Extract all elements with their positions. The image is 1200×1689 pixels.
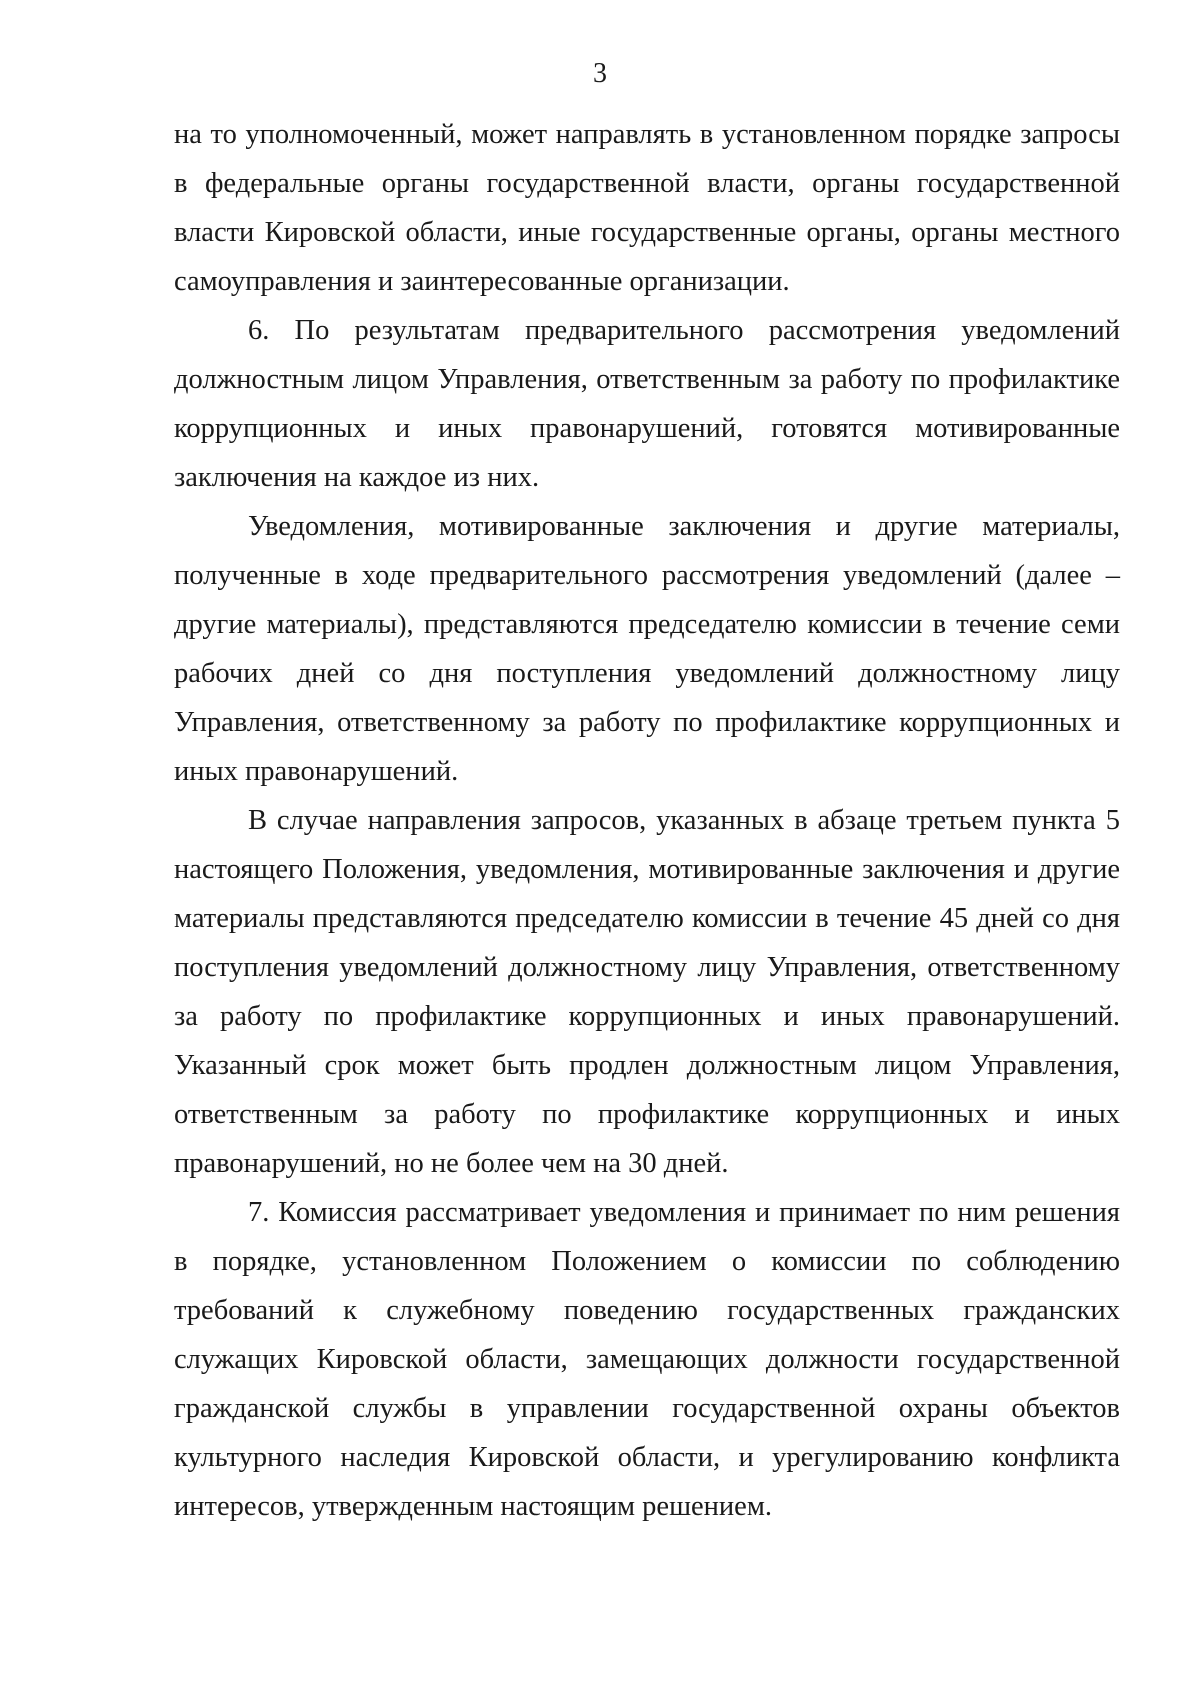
paragraph-notifications-materials: Уведомления, мотивированные заключения и другие материалы, полученные в ходе предварительного рассмотрения уведомлений (далее – другие материалы), представляются председателю комиссии в течение семи рабочих дней со дня поступления уведомлений должностному лицу Управления, ответственному за работу по профилактике коррупционных и иных правонарушений. [174, 511, 1120, 787]
paragraph-continuation: на то уполномоченный, может направлять в установленном порядке запросы в федеральные органы государственной власти, органы государственной власти Кировской области, иные государственные органы, органы местного самоуправления и заинтересованные организации. [174, 119, 1120, 297]
paragraph-requests-deadline: В случае направления запросов, указанных в абзаце третьем пункта 5 настоящего Положения, уведомления, мотивированные заключения и другие материалы представляются председателю комиссии в течение 45 дней со дня поступления уведомлений должностному лицу Управления, ответственному за работу по профилактике коррупционных и иных правонарушений. Указанный срок может быть продлен должностным лицом Управления, ответственным за работу по профилактике коррупционных и иных правонарушений, но не более чем на 30 дней. [174, 805, 1120, 1179]
paragraph-item-6: 6. По результатам предварительного рассмотрения уведомлений должностным лицом Управления, ответственным за работу по профилактике коррупционных и иных правонарушений, готовятся мотивированные заключения на каждое из них. [174, 315, 1120, 493]
paragraph-item-7: 7. Комиссия рассматривает уведомления и принимает по ним решения в порядке, установленном Положением о комиссии по соблюдению требований к служебному поведению государственных гражданских служащих Кировской области, замещающих должности государственной гражданской службы в управлении государственной охраны объектов культурного наследия Кировской области, и урегулированию конфликта интересов, утвержденным настоящим решением. [174, 1197, 1120, 1522]
page-number: 3 [593, 58, 607, 89]
document-body [174, 110, 1120, 1531]
